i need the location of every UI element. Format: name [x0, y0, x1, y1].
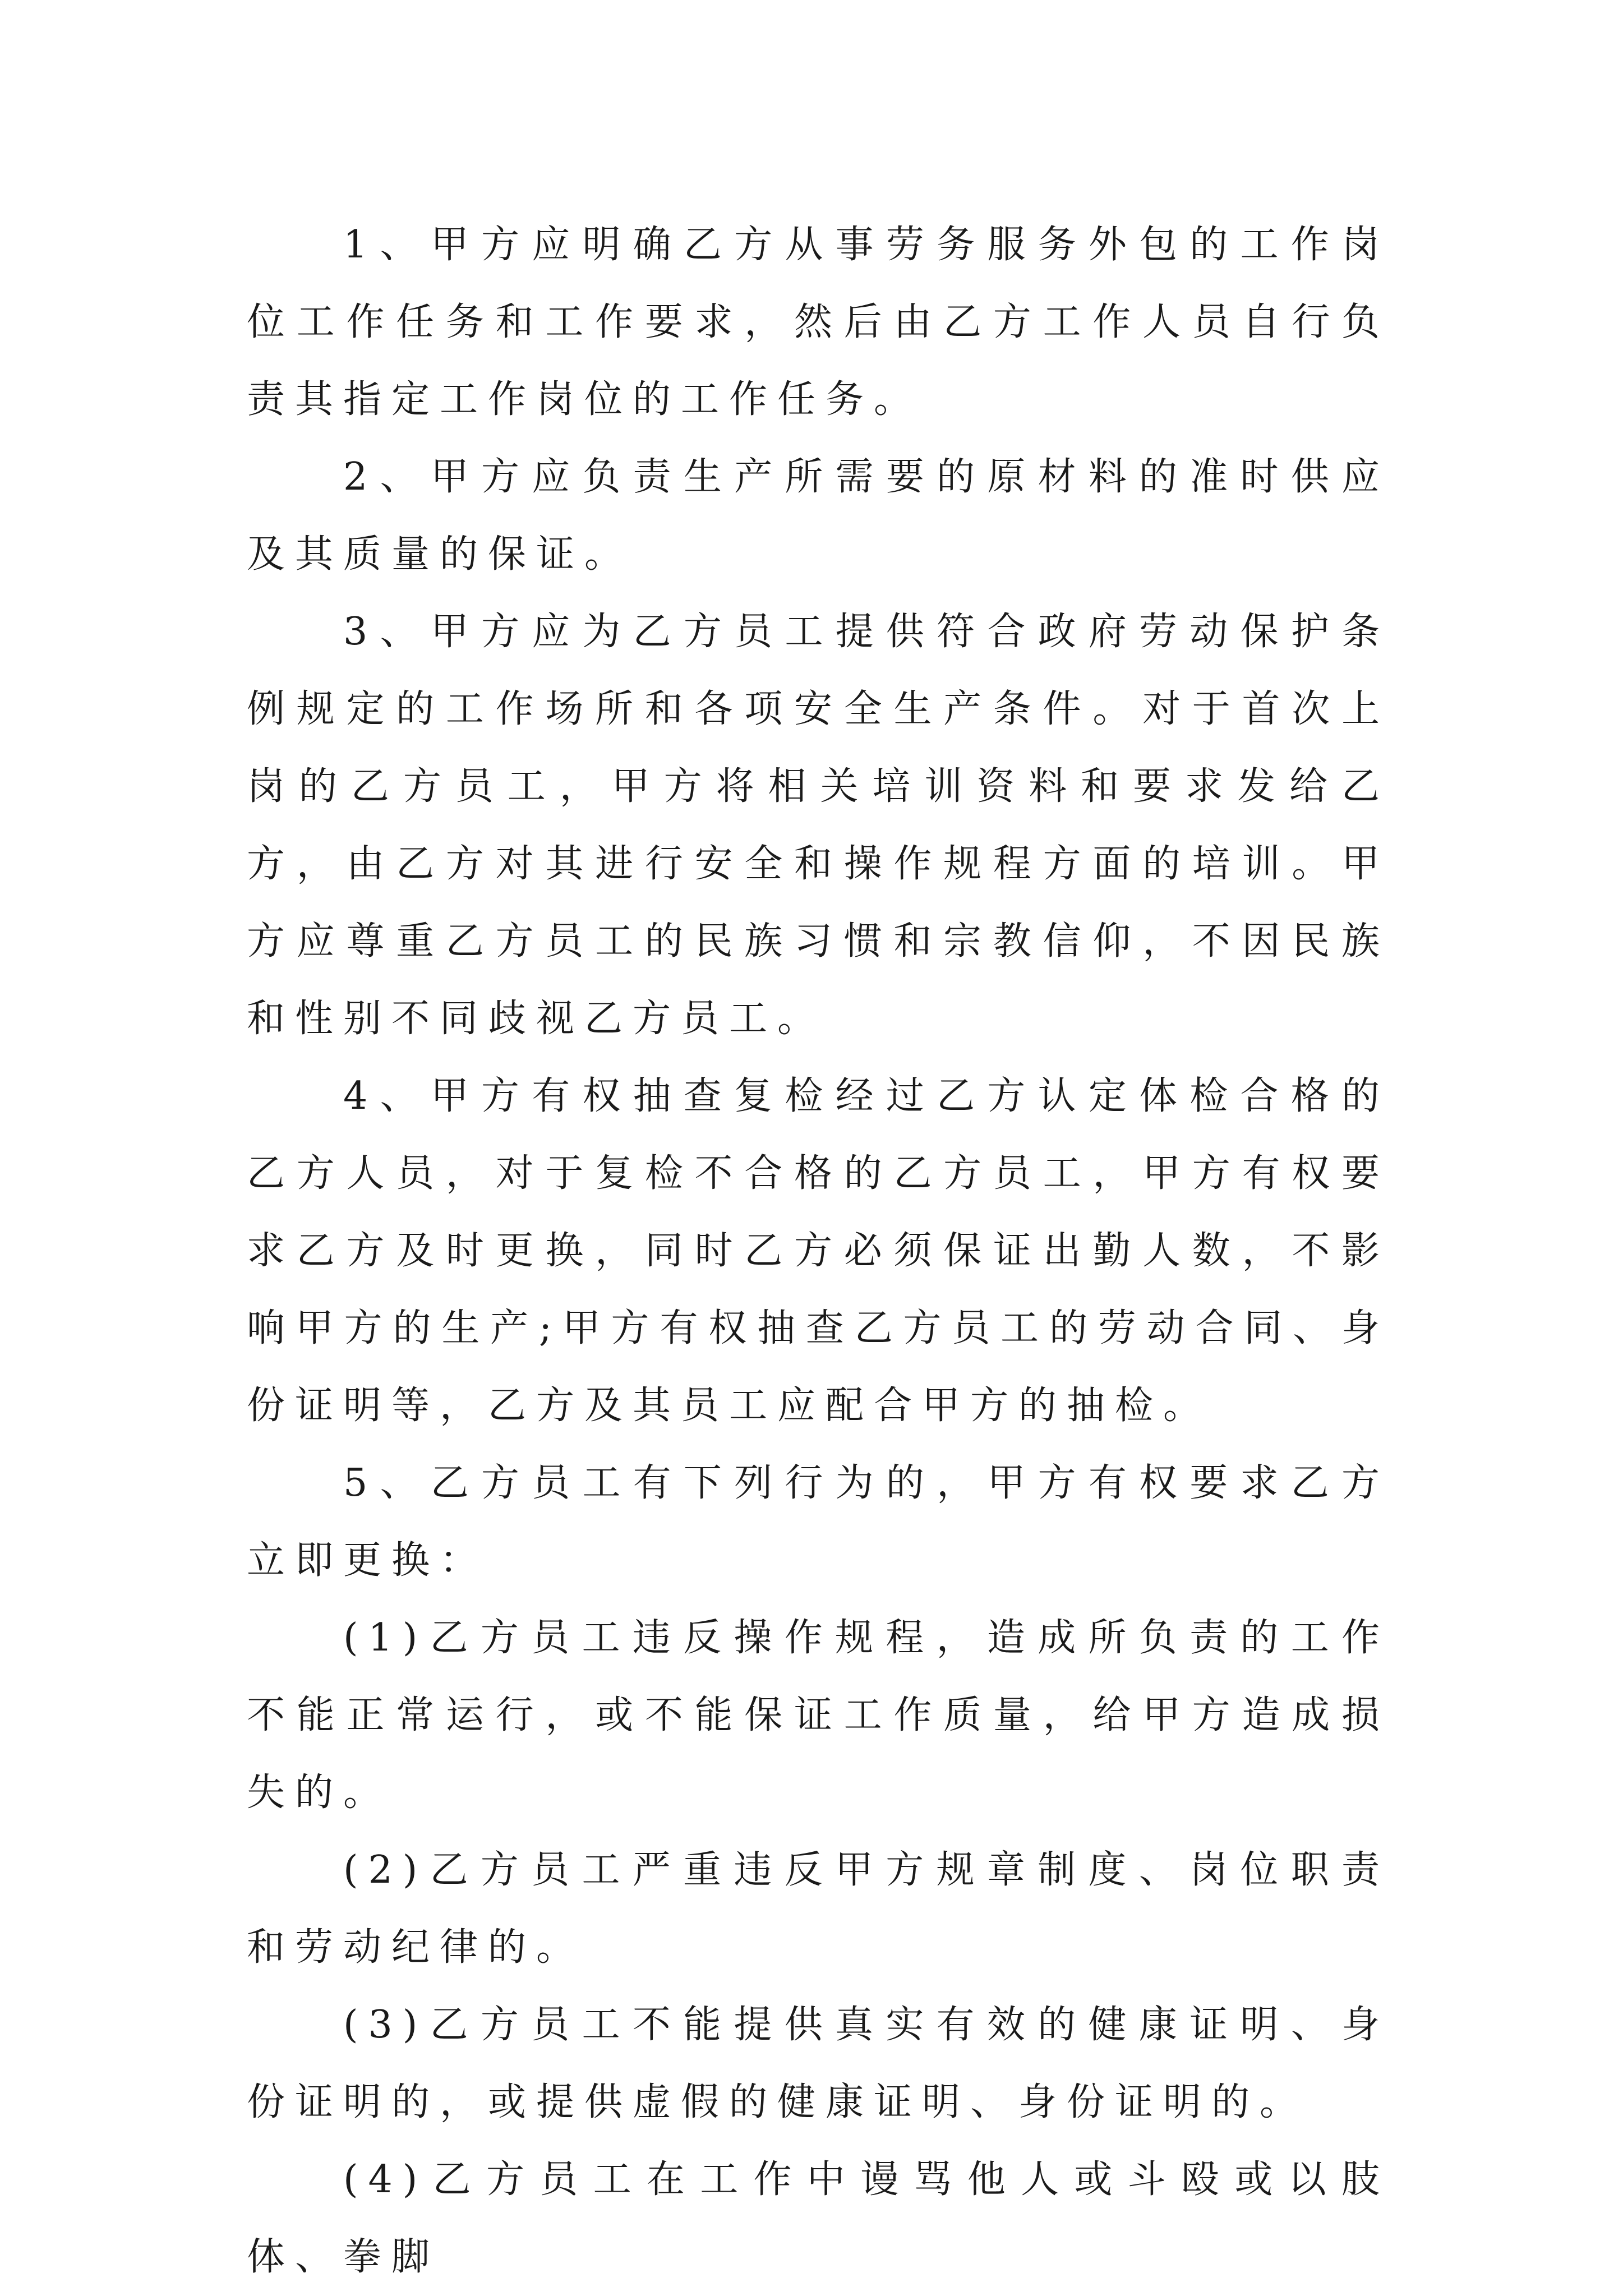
- list-item-1: (1)乙方员工违反操作规程，造成所负责的工作不能正常运行，或不能保证工作质量，给甲方造成损失的。: [247, 1616, 1390, 1815]
- paragraph-4: 4、甲方有权抽查复检经过乙方认定体检合格的乙方人员，对于复检不合格的乙方员工，甲方有权要求乙方及时更换，同时乙方必须保证出勤人数，不影响甲方的生产;甲方有权抽查乙方员工的劳动合同、身份证明等，乙方及其员工应配合甲方的抽检。: [247, 1074, 1390, 1428]
- paragraph-1: 1、甲方应明确乙方从事劳务服务外包的工作岗位工作任务和工作要求，然后由乙方工作人员自行负责其指定工作岗位的工作任务。: [247, 223, 1390, 422]
- document-body: [247, 206, 1390, 2296]
- list-item-2: (2)乙方员工严重违反甲方规章制度、岗位职责和劳动纪律的。: [247, 1848, 1390, 1970]
- paragraph-5: 5、乙方员工有下列行为的，甲方有权要求乙方立即更换：: [247, 1461, 1390, 1583]
- list-item-3: (3)乙方员工不能提供真实有效的健康证明、身份证明的，或提供虚假的健康证明、身份证明的。: [247, 2003, 1390, 2124]
- paragraph-3: 3、甲方应为乙方员工提供符合政府劳动保护条例规定的工作场所和各项安全生产条件。对于首次上岗的乙方员工，甲方将相关培训资料和要求发给乙方，由乙方对其进行安全和操作规程方面的培训。甲方应尊重乙方员工的民族习惯和宗教信仰，不因民族和性别不同歧视乙方员工。: [247, 610, 1390, 1041]
- paragraph-2: 2、甲方应负责生产所需要的原材料的准时供应及其质量的保证。: [247, 455, 1390, 577]
- list-item-4: (4)乙方员工在工作中谩骂他人或斗殴或以肢体、拳脚: [247, 2157, 1390, 2279]
